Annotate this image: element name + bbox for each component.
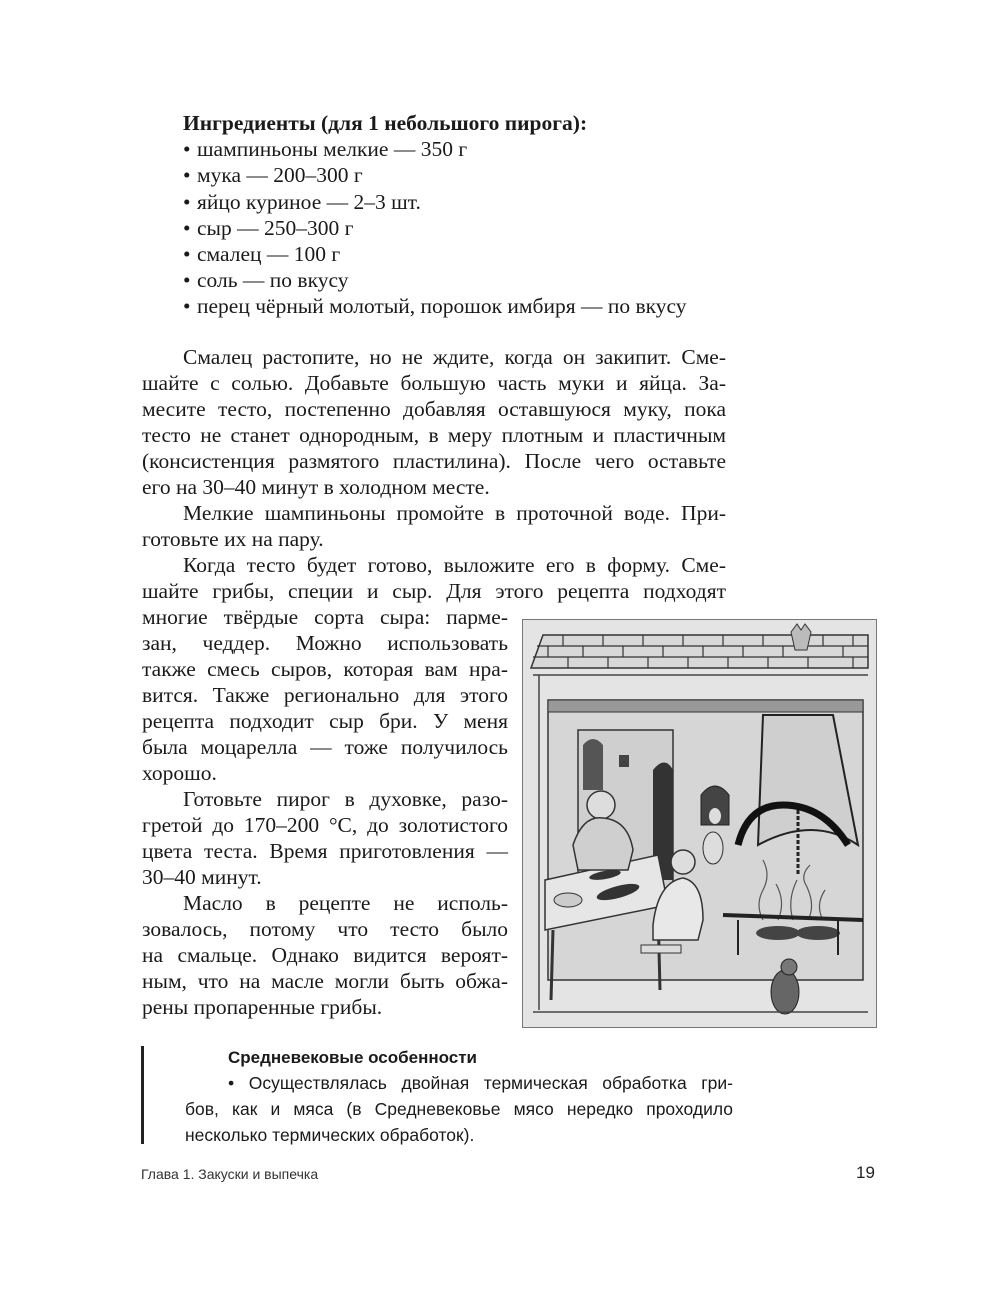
body-line: хорошо. — [142, 761, 217, 785]
ingredients-list — [183, 136, 743, 319]
bullet-icon: • — [183, 163, 191, 188]
list-item: • соль — по вкусу — [183, 268, 349, 293]
body-line: его на 30–40 минут в холодном месте. — [142, 475, 490, 499]
body-line: была моцарелла — тоже получилось — [142, 735, 508, 759]
list-item: • сыр — 250–300 г — [183, 215, 354, 240]
note-line: бов, как и мяса (в Средневековье мясо нередко проходило — [185, 1099, 733, 1119]
body-line: тесто не станет однородным, в меру плотным и пластичным — [142, 423, 726, 447]
running-footer-chapter: Глава 1. Закуски и выпечка — [141, 1166, 319, 1182]
body-line: Смалец растопите, но не ждите, когда он закипит. Сме- — [183, 345, 726, 369]
bullet-icon: • — [183, 189, 191, 214]
body-line: многие твёрдые сорта сыра: парме- — [142, 605, 508, 629]
body-line: шайте с солью. Добавьте большую часть муки и яйца. За- — [142, 371, 726, 395]
body-line: на смальце. Однако видится вероят- — [142, 943, 508, 967]
ingredients-title: Ингредиенты (для 1 небольшого пирога): — [183, 111, 588, 135]
note-title: Средневековые особенности — [228, 1048, 478, 1067]
bullet-icon: • — [183, 268, 191, 293]
body-line: (консистенция размятого пластилина). После чего оставьте — [142, 449, 726, 473]
body-line: зан, чеддер. Можно использовать — [142, 631, 508, 655]
medieval-kitchen-illustration — [522, 619, 877, 1028]
note-text — [185, 1070, 733, 1148]
bullet-icon: • — [183, 215, 191, 240]
list-item: • смалец — 100 г — [183, 242, 341, 267]
ingredients-section — [183, 110, 743, 320]
body-line: 30–40 минут. — [142, 865, 262, 889]
body-line: Мелкие шампиньоны промойте в проточной воде. При- — [183, 501, 726, 525]
body-line: Готовьте пирог в духовке, разо- — [183, 787, 508, 811]
body-line: также смесь сыров, которая вам нра- — [142, 657, 508, 681]
bullet-icon: • — [183, 137, 191, 162]
illustration-image — [523, 620, 876, 1027]
body-line: цвета теста. Время приготовления — — [142, 839, 508, 863]
medieval-features-note — [141, 1046, 744, 1144]
bullet-icon: • — [183, 294, 191, 319]
body-line: Когда тесто будет готово, выложите его в форму. Сме- — [183, 553, 726, 577]
list-item: • мука — 200–300 г — [183, 163, 363, 188]
note-line: несколько термических обработок). — [185, 1125, 475, 1145]
page-number: 19 — [856, 1163, 875, 1182]
list-item: • яйцо куриное — 2–3 шт. — [183, 189, 421, 214]
body-line: ным, что на масле могли быть обжа- — [142, 969, 508, 993]
body-line: гретой до 170–200 °C, до золотистого — [142, 813, 508, 837]
body-line: рены пропаренные грибы. — [142, 995, 383, 1019]
list-item: • шампиньоны мелкие — 350 г — [183, 137, 468, 162]
body-line: зовалось, потому что тесто было — [142, 917, 508, 941]
body-line: месите тесто, постепенно добавляя оставшуюся муку, пока — [142, 397, 726, 421]
body-line: Масло в рецепте не исполь- — [183, 891, 508, 915]
body-line: вится. Также регионально для этого — [142, 683, 508, 707]
body-line: готовьте их на пару. — [142, 527, 324, 551]
note-line: • Осуществлялась двойная термическая обработка гри- — [228, 1073, 733, 1093]
bullet-icon: • — [183, 242, 191, 267]
list-item: • перец чёрный молотый, порошок имбиря — по вкусу — [183, 294, 687, 319]
body-line: шайте грибы, специи и сыр. Для этого рецепта подходят — [142, 579, 726, 603]
body-line: рецепта подходит сыр бри. У меня — [142, 709, 508, 733]
